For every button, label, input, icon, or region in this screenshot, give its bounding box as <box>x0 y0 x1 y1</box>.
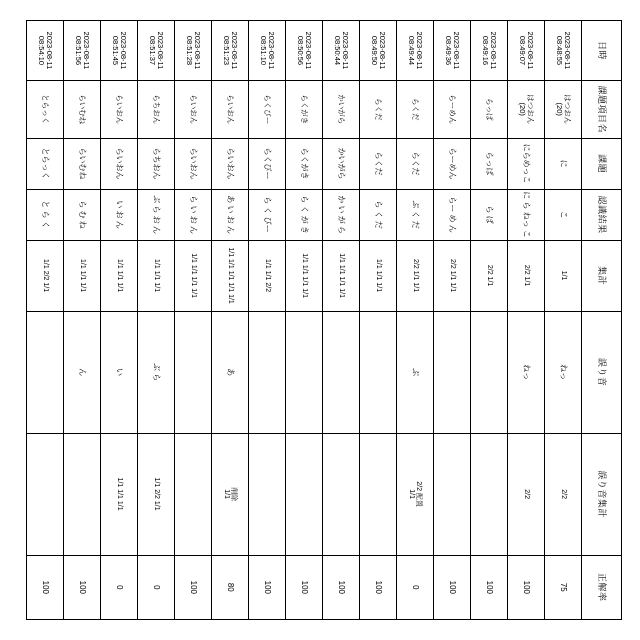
cell-datetime: 2023-08-11 08:50:44 <box>323 21 360 81</box>
table-row <box>175 21 212 620</box>
table-row <box>545 21 582 620</box>
cell-task-name: とらっく <box>27 80 64 138</box>
cell-aggregate: 2/2 1/1 <box>471 240 508 311</box>
column-header-datetime: 日時 <box>582 21 622 81</box>
cell-accuracy: 0 <box>138 555 175 619</box>
cell-datetime: 2023-08-11 08:51:23 <box>212 21 249 81</box>
cell-error-sound <box>471 311 508 433</box>
cell-error-sound-aggregate <box>64 433 101 555</box>
cell-task-name: はつおん (20) <box>545 80 582 138</box>
cell-datetime: 2023-08-11 08:51:28 <box>175 21 212 81</box>
cell-kadai: かいがら <box>323 138 360 189</box>
cell-error-sound-aggregate: 2/2 <box>508 433 545 555</box>
column-header-accuracy: 正解率 <box>582 555 622 619</box>
cell-accuracy: 80 <box>212 555 249 619</box>
cell-error-sound: ん <box>64 311 101 433</box>
table-row <box>286 21 323 620</box>
cell-kadai: らくだ <box>397 138 434 189</box>
cell-error-sound-aggregate <box>471 433 508 555</box>
cell-task-name: らいおん <box>212 80 249 138</box>
cell-error-sound: あ <box>212 311 249 433</box>
cell-recognition-result: ら く びー <box>249 189 286 240</box>
table-row <box>27 21 64 620</box>
cell-aggregate: 2/2 1/1 <box>508 240 545 311</box>
column-header-task-name: 課題項目名 <box>582 80 622 138</box>
cell-error-sound-aggregate: 削除 1/1 <box>212 433 249 555</box>
cell-kadai: にらめっこ <box>508 138 545 189</box>
cell-aggregate: 1/1 1/1 1/1 <box>138 240 175 311</box>
cell-task-name: はつおん (20) <box>508 80 545 138</box>
cell-accuracy: 100 <box>434 555 471 619</box>
cell-recognition-result: ら く だ <box>360 189 397 240</box>
cell-recognition-result: ぷ く だ <box>397 189 434 240</box>
cell-aggregate: 1/1 1/1 1/1 1/1 <box>286 240 323 311</box>
cell-task-name: らっぱ <box>471 80 508 138</box>
cell-error-sound <box>434 311 471 433</box>
cell-error-sound <box>286 311 323 433</box>
cell-kadai: らいむね <box>64 138 101 189</box>
cell-datetime: 2023-08-11 08:54:10 <box>27 21 64 81</box>
table-body <box>27 21 622 620</box>
cell-error-sound <box>360 311 397 433</box>
cell-task-name: らいむね <box>64 80 101 138</box>
cell-recognition-result: ら く が き <box>286 189 323 240</box>
cell-kadai: らくだ <box>360 138 397 189</box>
table-row <box>64 21 101 620</box>
cell-accuracy: 100 <box>64 555 101 619</box>
table-row <box>397 21 434 620</box>
cell-error-sound: ぷ <box>397 311 434 433</box>
cell-aggregate: 2/2 1/1 1/1 <box>397 240 434 311</box>
cell-error-sound <box>27 311 64 433</box>
cell-accuracy: 100 <box>360 555 397 619</box>
cell-error-sound-aggregate <box>175 433 212 555</box>
cell-kadai: らくびー <box>249 138 286 189</box>
cell-accuracy: 100 <box>249 555 286 619</box>
cell-kadai: らいおん <box>101 138 138 189</box>
cell-accuracy: 0 <box>101 555 138 619</box>
cell-recognition-result: ら ぱ <box>471 189 508 240</box>
table-row <box>360 21 397 620</box>
cell-accuracy: 75 <box>545 555 582 619</box>
cell-task-name: らいおん <box>101 80 138 138</box>
cell-error-sound: ねっ <box>508 311 545 433</box>
cell-error-sound-aggregate: 2/2 <box>545 433 582 555</box>
cell-accuracy: 100 <box>27 555 64 619</box>
cell-error-sound-aggregate <box>286 433 323 555</box>
cell-recognition-result: らー め ん <box>434 189 471 240</box>
cell-datetime: 2023-08-11 08:51:45 <box>101 21 138 81</box>
cell-kadai: らっぱ <box>471 138 508 189</box>
cell-recognition-result: ら む ね <box>64 189 101 240</box>
table-row <box>434 21 471 620</box>
cell-datetime: 2023-08-11 08:50:56 <box>286 21 323 81</box>
cell-datetime: 2023-08-11 08:51:56 <box>64 21 101 81</box>
cell-error-sound-aggregate <box>434 433 471 555</box>
cell-datetime: 2023-08-11 08:49:07 <box>508 21 545 81</box>
cell-kadai: らくがき <box>286 138 323 189</box>
table-row <box>138 21 175 620</box>
cell-aggregate: 2/2 1/1 1/1 <box>434 240 471 311</box>
cell-error-sound <box>175 311 212 433</box>
table-row <box>323 21 360 620</box>
cell-recognition-result: ぶ ら お ん <box>138 189 175 240</box>
cell-task-name: らくびー <box>249 80 286 138</box>
cell-aggregate: 1/1 1/1 1/1 <box>101 240 138 311</box>
cell-aggregate: 1/1 1/1 1/1 1/1 <box>323 240 360 311</box>
cell-datetime: 2023-08-11 08:49:36 <box>434 21 471 81</box>
cell-task-name: らいおん <box>175 80 212 138</box>
table-row <box>249 21 286 620</box>
cell-kadai: らちおん <box>138 138 175 189</box>
cell-task-name: らくだ <box>397 80 434 138</box>
cell-datetime: 2023-08-11 08:49:44 <box>397 21 434 81</box>
cell-accuracy: 100 <box>286 555 323 619</box>
table-row <box>471 21 508 620</box>
cell-accuracy: 100 <box>175 555 212 619</box>
cell-kadai: とらっく <box>27 138 64 189</box>
cell-error-sound: ぶ ら <box>138 311 175 433</box>
cell-datetime: 2023-08-11 08:49:16 <box>471 21 508 81</box>
cell-error-sound: ねっ <box>545 311 582 433</box>
cell-kadai: らーめん <box>434 138 471 189</box>
column-header-error-sound: 誤り音 <box>582 311 622 433</box>
cell-error-sound-aggregate <box>249 433 286 555</box>
cell-error-sound-aggregate <box>360 433 397 555</box>
cell-accuracy: 100 <box>508 555 545 619</box>
cell-error-sound <box>323 311 360 433</box>
cell-recognition-result: ら い お ん <box>175 189 212 240</box>
cell-aggregate: 1/1 1/1 1/1 <box>360 240 397 311</box>
table-row <box>212 21 249 620</box>
table-row <box>101 21 138 620</box>
cell-aggregate: 1/1 1/1 1/1 1/1 <box>175 240 212 311</box>
cell-aggregate: 1/1 1/1 1/1 <box>64 240 101 311</box>
cell-datetime: 2023-08-11 08:51:37 <box>138 21 175 81</box>
cell-kadai: らいおん <box>175 138 212 189</box>
recognition-results-table <box>26 20 622 620</box>
rotated-table-wrapper <box>22 20 622 620</box>
cell-error-sound <box>249 311 286 433</box>
cell-accuracy: 100 <box>471 555 508 619</box>
column-header-error-sound-aggregate: 誤り音集計 <box>582 433 622 555</box>
cell-accuracy: 100 <box>323 555 360 619</box>
cell-recognition-result: あ い お ん <box>212 189 249 240</box>
table-row <box>508 21 545 620</box>
cell-recognition-result: か い が ら <box>323 189 360 240</box>
cell-error-sound-aggregate <box>27 433 64 555</box>
cell-error-sound-aggregate: 1/1 1/1 1/1 <box>101 433 138 555</box>
column-header-kadai: 課題 <box>582 138 622 189</box>
cell-recognition-result: こ <box>545 189 582 240</box>
table-header-row <box>582 21 622 620</box>
cell-kadai: らいおん <box>212 138 249 189</box>
cell-task-name: らくだ <box>360 80 397 138</box>
column-header-aggregate: 集計 <box>582 240 622 311</box>
cell-datetime: 2023-08-11 08:49:50 <box>360 21 397 81</box>
cell-recognition-result: に ら ねっ こ <box>508 189 545 240</box>
cell-error-sound: い <box>101 311 138 433</box>
column-header-recognition-result: 認識結果 <box>582 189 622 240</box>
cell-error-sound-aggregate <box>323 433 360 555</box>
cell-datetime: 2023-08-11 08:51:10 <box>249 21 286 81</box>
cell-task-name: らくがき <box>286 80 323 138</box>
cell-aggregate: 1/1 1/1 1/1 1/1 1/1 <box>212 240 249 311</box>
cell-datetime: 2023-08-11 08:48:55 <box>545 21 582 81</box>
cell-task-name: らーめん <box>434 80 471 138</box>
cell-recognition-result: い お ん <box>101 189 138 240</box>
cell-error-sound-aggregate: 1/1 2/2 1/1 <box>138 433 175 555</box>
cell-task-name: らちおん <box>138 80 175 138</box>
cell-recognition-result: と ら く <box>27 189 64 240</box>
cell-aggregate: 1/1 1/1 2/2 <box>249 240 286 311</box>
cell-kadai: に <box>545 138 582 189</box>
cell-aggregate: 1/1 <box>545 240 582 311</box>
cell-aggregate: 1/1 2/2 1/1 <box>27 240 64 311</box>
cell-error-sound-aggregate: 2/2 配置 1/1 <box>397 433 434 555</box>
cell-task-name: かいがら <box>323 80 360 138</box>
cell-accuracy: 0 <box>397 555 434 619</box>
